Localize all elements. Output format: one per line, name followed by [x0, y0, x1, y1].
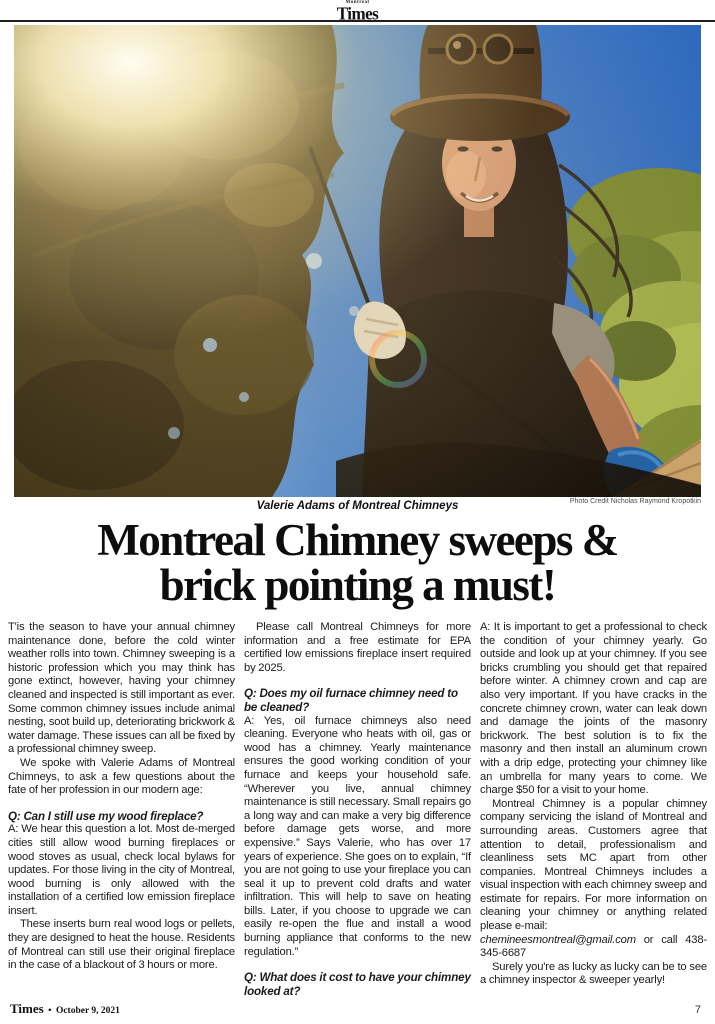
footer-brand: Times [10, 1001, 44, 1016]
article-paragraph: A: It is important to get a professional to check the condition of your chimney yearly. Go outside and look up at your chimney. If you see bricks crumbling you should get that repaired before winter. A chimney crown and cap are also very important. If you have cracks in the concrete chimney crown, water can leak down and damage the joints of the masonry brickwork. The best solution is to fix the masonry and then install an aluminum crown with a drip edge, protecting your chimney like an umbrella for many years to come. We charge $50 for a visit to your home. [480, 621, 707, 797]
question-heading: Q: Can I still use my wood fireplace? [8, 809, 204, 823]
photo-caption: Valerie Adams of Montreal Chimneys [256, 500, 459, 512]
sun-flare [14, 25, 701, 497]
article-paragraph: We spoke with Valerie Adams of Montreal Chimneys, to ask a few questions about the fate of her profession in our modern age: [8, 756, 235, 797]
email-text: chemineesmontreal@gmail.com [480, 933, 636, 946]
footer-left [10, 1000, 120, 1018]
article-body [8, 621, 707, 998]
photo-illustration [14, 25, 701, 497]
masthead-title: Times [336, 3, 379, 24]
caption-row [14, 498, 701, 516]
question-heading: Q: What does it cost to have your chimney looked at? [244, 971, 471, 998]
article-paragraph: A: We hear this question a lot. Most de-merged cities still allow wood burning fireplaces or wood stoves as usual, check local bylaws for updates. For those living in the city of Montreal, wood burning is only allowed with the installation of a certified low emission fireplace insert. [8, 823, 235, 917]
photo-credit: Photo Credit Nicholas Raymond Kropotkin [569, 498, 701, 505]
article-column-1 [8, 621, 235, 998]
headline-line-2: brick pointing a must! [159, 560, 556, 610]
page-footer [10, 1000, 705, 1020]
article-photo [14, 25, 701, 497]
masthead-rule [0, 20, 715, 22]
page-number: 7 [694, 1004, 701, 1016]
article-column-2 [244, 621, 471, 998]
article-paragraph: These inserts burn real wood logs or pellets, they are designed to heat the house. Residents of Montreal can still use their original fireplace in the case of a blackout of 3 hours or more. [8, 918, 235, 972]
footer-date: October 9, 2021 [55, 1006, 120, 1016]
article-paragraph: Surely you're as lucky as lucky can be to see a chimney inspector & sweeper yearly! [480, 960, 707, 987]
headline-line-1: Montreal Chimney sweeps & [97, 515, 618, 565]
article-paragraph: Montreal Chimney is a popular chimney company servicing the island of Montreal and surrounding areas. Customers agree that attention to detail, professionalism and cleanliness sets MC apart from other companies. Montreal Chimneys includes a visual inspection with each chimney sweep and estimate for repairs. For more information on cleaning your chimney or anything related please e-mail: [480, 797, 707, 933]
article-paragraph: T'is the season to have your annual chimney maintenance done, before the cold winter weather rolls into town. Chimney sweeping is a historic profession which you may think has gone extinct, however, having your chimney cleaned and inspected is still important as ever. Some common chimney issues include animal nesting, soot build up, deteriorating brickwork & water damage. These issues can all be fixed by a professional chimney sweep. [8, 621, 235, 756]
contact-line: chemineesmontreal@gmail.com or call 438-345-6687 [480, 933, 707, 960]
article-headline [0, 515, 715, 610]
masthead-overline: Montreal [345, 0, 370, 5]
footer-separator: • [48, 1006, 52, 1016]
question-heading: Q: Does my oil furnace chimney need to be cleaned? [244, 687, 458, 714]
article-paragraph: Please call Montreal Chimneys for more information and a free estimate for EPA certified low emissions fireplace insert required by 2025. [244, 621, 471, 674]
article-paragraph: A: Yes, oil furnace chimneys also need cleaning. Everyone who heats with oil, gas or wood has a chimney. Yearly maintenance ensures the good working condition of your furnace and keeps your household safe. “Wherever you live, annual chimney maintenance is still necessary. Small repairs go a long way and can make a very big difference before damage gets worse, and more expensive.” Says Valerie, who has over 17 years of experience. She goes on to explain, “If you are not going to use your fireplace you can seal it up to prevent cold drafts and water infiltration. This will help to save on heating bills. Later, if you choose to upgrade we can easily re-open the flue and install a wood burning appliance that conforms to the new regulation.” [244, 714, 471, 958]
article-column-3 [480, 621, 707, 998]
